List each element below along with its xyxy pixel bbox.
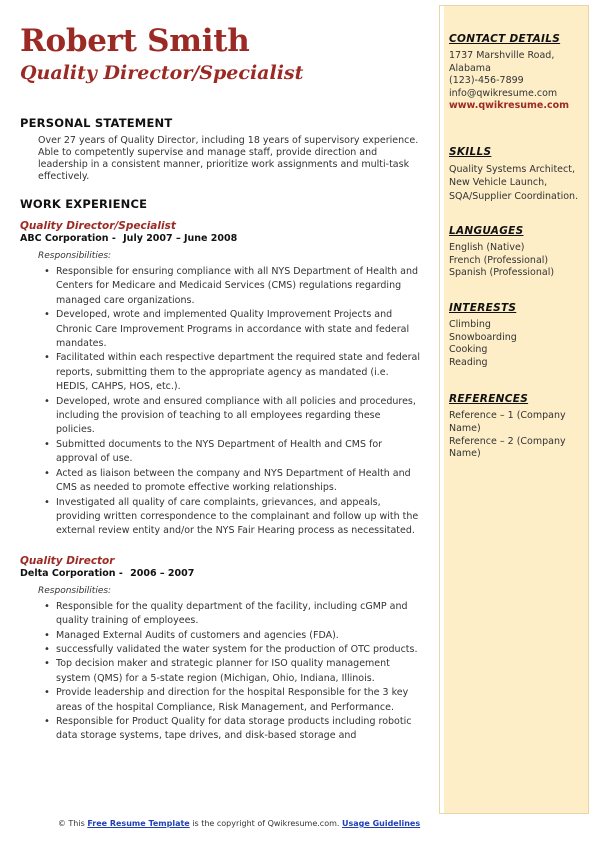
- list-item: • Managed External Audits of customers and agencies (FDA).: [56, 629, 420, 643]
- footer-copyright: © This: [57, 819, 85, 828]
- references-heading: REFERENCES: [449, 393, 529, 406]
- contact-phone: (123)-456-7899: [449, 75, 524, 87]
- free-resume-template-link[interactable]: Free Resume Template: [87, 819, 190, 828]
- list-item: • Developed, wrote and ensured compliance with all policies and procedures, including the provision of teaching to all employees regarding these policies.: [56, 395, 420, 438]
- list-item: • Responsible for the quality department of the facility, including cGMP and quality training of employees.: [56, 600, 420, 629]
- usage-guidelines-link[interactable]: Usage Guidelines: [341, 819, 421, 828]
- reference-item: Reference – 2 (Company Name): [449, 435, 566, 460]
- list-item: • Provide leadership and direction for the hospital Responsible for the 3 key areas of the hospital Compliance, Risk Management, and Performance.: [56, 686, 420, 715]
- skills-heading: SKILLS: [449, 145, 492, 158]
- company-name: Delta Corporation -: [20, 567, 123, 579]
- footer: [0, 819, 478, 828]
- list-item: • Top decision maker and strategic planner for ISO quality management system (QMS) for a 5-state region (Michigan, Ohio, Indiana, Illinois.: [56, 657, 420, 686]
- list-item: • Responsible for ensuring compliance with all NYS Department of Health and Centers for Medicare and Medicaid Services (CMS) regulations regarding managed care organizations.: [56, 265, 420, 308]
- contact-address: 1737 Marshville Road, Alabama: [449, 50, 555, 74]
- sidebar-content: [449, 6, 589, 461]
- responsibilities-list: [20, 600, 420, 744]
- company-name: ABC Corporation -: [20, 233, 116, 244]
- personal-statement-heading: PERSONAL STATEMENT: [20, 116, 173, 130]
- job-title: Quality Director/Specialist: [20, 220, 176, 232]
- list-item: • Investigated all quality of care complaints, grievances, and appeals, providing written correspondence to the complainant and follow up with the external review entity and/or the NYS Fair Hearing process as necessitated.: [56, 496, 420, 539]
- job-dates: 2006 – 2007: [130, 567, 195, 579]
- candidate-name: Robert Smith: [20, 23, 250, 59]
- languages-heading: LANGUAGES: [449, 225, 524, 238]
- job-entry: [20, 220, 420, 539]
- personal-statement-text: Over 27 years of Quality Director, including 18 years of supervisory experience. Able to competently supervise and manage staff, provide direction and leadership in a consistent manner, prioritize work assignments and multi-task effectively.: [38, 135, 419, 182]
- list-item: • successfully validated the water system for the production of OTC products.: [56, 643, 420, 657]
- job-company: [20, 233, 420, 245]
- footer-text: is the copyright of Qwikresume.com.: [192, 819, 340, 828]
- responsibilities-label: Responsibilities:: [38, 251, 112, 261]
- language-item: Spanish (Professional): [449, 267, 555, 279]
- language-item: English (Native): [449, 242, 525, 254]
- interest-item: Snowboarding: [449, 331, 517, 343]
- interest-item: Reading: [449, 356, 488, 368]
- language-item: French (Professional): [449, 254, 549, 266]
- job-entry: [20, 555, 420, 744]
- list-item: • Developed, wrote and implemented Quality Improvement Projects and Chronic Care Improvement Programs in accordance with state and federal mandates.: [56, 308, 420, 351]
- contact-heading: CONTACT DETAILS: [449, 33, 561, 45]
- contact-website[interactable]: www.qwikresume.com: [449, 100, 570, 112]
- candidate-title: Quality Director/Specialist: [20, 62, 304, 84]
- job-dates: July 2007 – June 2008: [123, 233, 238, 244]
- interest-item: Cooking: [449, 344, 488, 356]
- list-item: • Acted as liaison between the company and NYS Department of Health and CMS as needed to promote effective working relationships.: [56, 467, 420, 496]
- responsibilities-label: Responsibilities:: [38, 585, 112, 596]
- list-item: • Responsible for Product Quality for data storage products including robotic data storage systems, tape drives, and disk-based storage and: [56, 715, 420, 744]
- interest-item: Climbing: [449, 318, 491, 330]
- responsibilities-list: [20, 265, 420, 539]
- job-title: Quality Director: [20, 554, 115, 567]
- list-item: • Submitted documents to the NYS Department of Health and CMS for approval of use.: [56, 438, 420, 467]
- list-item: • Facilitated within each respective department the required state and federal reports, submitting them to the appropriate agency as mandated (i.e. HEDIS, CAHPS, HOS, etc.).: [56, 351, 420, 394]
- job-company: [20, 568, 420, 580]
- contact-email[interactable]: info@qwikresume.com: [449, 87, 558, 99]
- work-experience-heading: WORK EXPERIENCE: [20, 197, 148, 211]
- sidebar: [440, 6, 588, 813]
- skills-text: Quality Systems Architect, New Vehicle Launch, SQA/Supplier Coordination.: [449, 163, 579, 202]
- reference-item: Reference – 1 (Company Name): [449, 410, 566, 434]
- interests-heading: INTERESTS: [449, 301, 517, 314]
- main-column: [20, 22, 420, 744]
